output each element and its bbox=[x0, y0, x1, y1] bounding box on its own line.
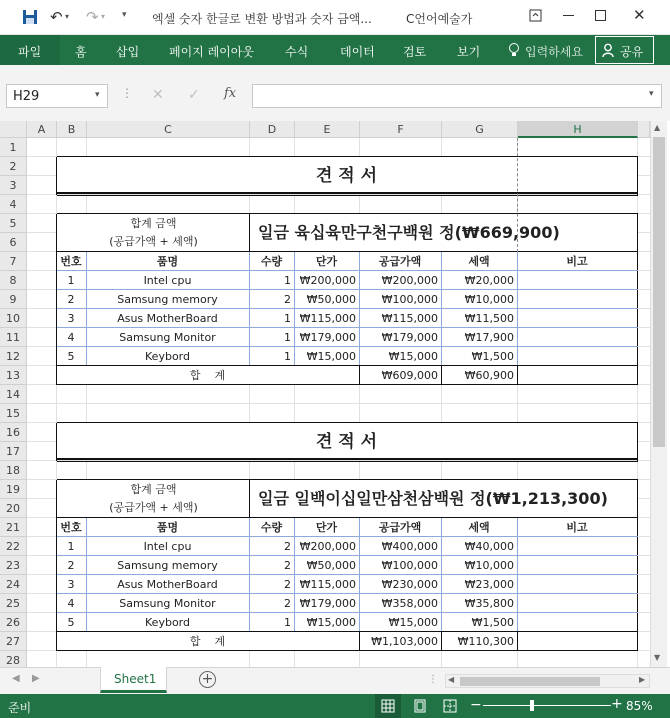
row-header[interactable]: 6 bbox=[0, 233, 27, 252]
item-qty: 1 bbox=[284, 616, 291, 629]
file-tab-label: 파일 bbox=[18, 45, 42, 59]
quote-title: 견 적 서 bbox=[315, 166, 378, 186]
expand-formula-icon[interactable]: ▾ bbox=[649, 89, 654, 99]
header-no: 번호 bbox=[60, 255, 82, 268]
header-supply: 공급가액 bbox=[378, 521, 422, 534]
column-header-g[interactable]: G bbox=[442, 121, 518, 138]
item-supply: ₩100,000 bbox=[381, 293, 438, 306]
cell-border bbox=[57, 308, 638, 309]
cell-border bbox=[57, 536, 638, 537]
cell-border bbox=[57, 479, 638, 480]
header-no: 번호 bbox=[60, 521, 82, 534]
more-options-icon: ⋮ bbox=[121, 86, 133, 100]
row-header[interactable]: 2 bbox=[0, 157, 27, 176]
scroll-down-icon[interactable]: ▼ bbox=[654, 653, 661, 662]
save-icon[interactable] bbox=[22, 9, 38, 25]
tell-me-input[interactable]: 입력하세요 bbox=[525, 45, 583, 59]
header-price: 단가 bbox=[315, 255, 338, 268]
account-name[interactable]: C언어예술가 bbox=[406, 12, 473, 26]
name-box[interactable] bbox=[6, 84, 108, 108]
item-supply: ₩179,000 bbox=[381, 331, 438, 344]
item-name: Keybord bbox=[145, 616, 190, 629]
item-tax: ₩1,500 bbox=[471, 350, 514, 363]
share-button[interactable] bbox=[595, 36, 654, 64]
cell-border bbox=[56, 423, 57, 461]
column-header-c[interactable]: C bbox=[87, 121, 250, 138]
cell-border bbox=[294, 252, 295, 366]
scroll-up-icon[interactable]: ▲ bbox=[654, 123, 661, 132]
sum-label-line2: (공급가액 + 세액) bbox=[109, 501, 198, 514]
header-price: 단가 bbox=[315, 521, 338, 534]
quote-title: 견 적 서 bbox=[315, 432, 378, 452]
cell-border bbox=[57, 612, 638, 613]
cell-border bbox=[249, 480, 250, 518]
header-qty: 수량 bbox=[260, 521, 283, 534]
cell-border bbox=[56, 214, 57, 385]
cell-border bbox=[359, 252, 360, 366]
vertical-scrollbar[interactable] bbox=[650, 121, 667, 667]
cell-border bbox=[57, 365, 638, 366]
ribbon-tabs bbox=[0, 35, 670, 65]
worksheet-grid[interactable] bbox=[0, 121, 670, 667]
header-tax: 세액 bbox=[468, 255, 490, 268]
cell-border bbox=[517, 252, 518, 366]
column-header-a[interactable]: A bbox=[27, 121, 57, 138]
item-no: 5 bbox=[67, 616, 75, 629]
total-supply: ₩609,000 bbox=[381, 369, 438, 382]
column-header-f[interactable]: F bbox=[360, 121, 442, 138]
lightbulb-icon[interactable] bbox=[508, 42, 520, 58]
cell-border bbox=[359, 632, 360, 651]
page-break-line bbox=[517, 138, 518, 252]
customize-icon[interactable]: ▾ bbox=[122, 10, 127, 20]
scroll-right-icon[interactable]: ▶ bbox=[639, 675, 646, 684]
item-no: 2 bbox=[67, 559, 75, 572]
document-title: 엑셀 숫자 한글로 변환 방법과 숫자 금액... bbox=[152, 12, 372, 26]
cell-border bbox=[249, 214, 250, 252]
page-layout-icon[interactable] bbox=[413, 699, 427, 713]
item-supply: ₩100,000 bbox=[381, 559, 438, 572]
item-supply: ₩15,000 bbox=[388, 616, 438, 629]
item-qty: 1 bbox=[284, 350, 291, 363]
cell-border bbox=[57, 593, 638, 594]
row-header[interactable]: 11 bbox=[0, 328, 27, 347]
column-header-overflow[interactable] bbox=[638, 121, 650, 138]
total-tax: ₩110,300 bbox=[457, 635, 514, 648]
status-ready: 준비 bbox=[8, 701, 32, 715]
cell-border bbox=[86, 518, 87, 632]
cell-border bbox=[86, 252, 87, 366]
total-supply: ₩1,103,000 bbox=[371, 635, 438, 648]
column-header-b[interactable]: B bbox=[57, 121, 87, 138]
amount-in-words: 일금 일백이십일만삼천삼백원 정(₩1,213,300) bbox=[258, 489, 608, 508]
item-qty: 2 bbox=[284, 559, 291, 572]
cell-border bbox=[517, 518, 518, 632]
row-header[interactable]: 13 bbox=[0, 366, 27, 385]
item-supply: ₩15,000 bbox=[388, 350, 438, 363]
cell-border bbox=[441, 252, 442, 366]
total-label: 합 계 bbox=[189, 369, 226, 382]
row-header[interactable]: 15 bbox=[0, 404, 27, 423]
cell-border bbox=[57, 631, 638, 632]
next-sheet-icon[interactable]: ▶ bbox=[32, 673, 40, 684]
item-qty: 2 bbox=[284, 578, 291, 591]
cell-border bbox=[441, 366, 442, 385]
add-sheet-icon[interactable]: + bbox=[199, 671, 216, 688]
gridline-h bbox=[27, 403, 650, 404]
header-item: 품명 bbox=[156, 521, 179, 534]
row-header[interactable]: 23 bbox=[0, 556, 27, 575]
zoom-slider-thumb[interactable] bbox=[530, 700, 534, 711]
cell-border bbox=[57, 156, 638, 157]
item-qty: 1 bbox=[284, 312, 291, 325]
total-label: 합 계 bbox=[189, 635, 226, 648]
cell-border bbox=[517, 632, 518, 651]
item-supply: ₩358,000 bbox=[381, 597, 438, 610]
row-header[interactable]: 5 bbox=[0, 214, 27, 233]
item-price: ₩179,000 bbox=[299, 331, 356, 344]
sum-label-line1: 합계 금액 bbox=[130, 217, 177, 230]
item-price: ₩200,000 bbox=[299, 274, 356, 287]
item-name: Asus MotherBoard bbox=[117, 578, 218, 591]
sum-label-line1: 합계 금액 bbox=[130, 483, 177, 496]
zoom-level[interactable]: 85% bbox=[626, 699, 653, 713]
cell-border bbox=[57, 289, 638, 290]
cell-border bbox=[441, 518, 442, 632]
cell-border bbox=[359, 518, 360, 632]
enter-icon[interactable]: ✓ bbox=[188, 87, 200, 103]
row-header[interactable]: 9 bbox=[0, 290, 27, 309]
item-price: ₩50,000 bbox=[306, 293, 356, 306]
file-tab[interactable] bbox=[0, 35, 60, 65]
row-header[interactable]: 21 bbox=[0, 518, 27, 537]
item-price: ₩115,000 bbox=[299, 312, 356, 325]
h-scrollbar-thumb[interactable] bbox=[460, 677, 600, 686]
status-bar bbox=[0, 694, 670, 718]
item-tax: ₩10,000 bbox=[464, 293, 514, 306]
sheet-tab-sheet1[interactable] bbox=[100, 667, 167, 693]
item-no: 3 bbox=[67, 312, 75, 325]
horizontal-scroll-split-icon[interactable]: ⋮ bbox=[428, 674, 438, 685]
tab-review[interactable]: 검토 bbox=[403, 45, 427, 59]
total-tax: ₩60,900 bbox=[464, 369, 514, 382]
row-header[interactable]: 4 bbox=[0, 195, 27, 214]
item-qty: 1 bbox=[284, 331, 291, 344]
row-header[interactable]: 8 bbox=[0, 271, 27, 290]
scrollbar-thumb[interactable] bbox=[653, 137, 665, 447]
item-no: 4 bbox=[67, 597, 75, 610]
cell-border bbox=[57, 327, 638, 328]
item-supply: ₩400,000 bbox=[381, 540, 438, 553]
item-qty: 2 bbox=[284, 293, 291, 306]
sum-label-line2: (공급가액 + 세액) bbox=[109, 235, 198, 248]
row-header[interactable]: 26 bbox=[0, 613, 27, 632]
tab-page-layout[interactable]: 페이지 레이아웃 bbox=[169, 45, 254, 59]
scroll-left-icon[interactable]: ◀ bbox=[448, 675, 455, 684]
select-all-corner[interactable] bbox=[0, 121, 27, 138]
row-header[interactable]: 3 bbox=[0, 176, 27, 195]
cell-border bbox=[57, 574, 638, 575]
item-no: 4 bbox=[67, 331, 75, 344]
item-name: Samsung memory bbox=[117, 293, 218, 306]
sheet-tab-label: Sheet1 bbox=[114, 672, 157, 686]
cell-border bbox=[57, 213, 638, 214]
chevron-down-icon[interactable]: ▾ bbox=[95, 90, 100, 100]
item-no: 1 bbox=[67, 274, 75, 287]
row-header[interactable]: 20 bbox=[0, 499, 27, 518]
column-header-d[interactable]: D bbox=[250, 121, 295, 138]
sheet-tab-bar bbox=[0, 667, 670, 694]
header-item: 품명 bbox=[156, 255, 179, 268]
zoom-in-icon[interactable]: + bbox=[611, 696, 623, 712]
column-header-h[interactable]: H bbox=[518, 121, 638, 138]
item-name: Keybord bbox=[145, 350, 190, 363]
close-icon[interactable]: ✕ bbox=[633, 6, 646, 24]
cell-border bbox=[57, 422, 638, 423]
normal-view-icon[interactable] bbox=[375, 694, 401, 718]
tab-view[interactable]: 보기 bbox=[457, 45, 481, 59]
item-name: Asus MotherBoard bbox=[117, 312, 218, 325]
formula-input[interactable] bbox=[252, 84, 662, 108]
tab-data[interactable]: 데이터 bbox=[340, 45, 375, 59]
row-header[interactable]: 10 bbox=[0, 309, 27, 328]
cell-border bbox=[57, 270, 638, 271]
row-header[interactable]: 25 bbox=[0, 594, 27, 613]
item-name: Samsung Monitor bbox=[119, 597, 216, 610]
row-header[interactable]: 24 bbox=[0, 575, 27, 594]
row-header[interactable]: 18 bbox=[0, 461, 27, 480]
cell-border bbox=[637, 480, 638, 651]
item-supply: ₩115,000 bbox=[381, 312, 438, 325]
tab-insert[interactable]: 삽입 bbox=[116, 45, 140, 59]
item-supply: ₩230,000 bbox=[381, 578, 438, 591]
share-person-icon bbox=[602, 43, 615, 58]
item-price: ₩15,000 bbox=[306, 616, 356, 629]
title-double-underline bbox=[57, 461, 638, 462]
header-tax: 세액 bbox=[468, 521, 490, 534]
cell-border bbox=[57, 650, 638, 651]
title-double-underline bbox=[57, 458, 638, 460]
cell-border bbox=[249, 252, 250, 366]
row-header[interactable]: 7 bbox=[0, 252, 27, 271]
item-no: 1 bbox=[67, 540, 75, 553]
cell-border bbox=[57, 555, 638, 556]
row-header[interactable]: 22 bbox=[0, 537, 27, 556]
cell-border bbox=[57, 384, 638, 385]
cell-border bbox=[56, 157, 57, 195]
item-qty: 2 bbox=[284, 540, 291, 553]
row-header[interactable]: 12 bbox=[0, 347, 27, 366]
ribbon-display-icon[interactable] bbox=[529, 9, 542, 22]
item-price: ₩50,000 bbox=[306, 559, 356, 572]
maximize-icon[interactable] bbox=[595, 10, 606, 21]
item-qty: 2 bbox=[284, 597, 291, 610]
item-tax: ₩1,500 bbox=[471, 616, 514, 629]
item-name: Samsung Monitor bbox=[119, 331, 216, 344]
cell-border bbox=[359, 366, 360, 385]
insert-function-icon[interactable]: fx bbox=[224, 86, 237, 101]
title-double-underline bbox=[57, 195, 638, 196]
tab-formulas[interactable]: 수식 bbox=[285, 45, 309, 59]
zoom-slider[interactable] bbox=[483, 705, 611, 706]
share-label: 공유 bbox=[620, 45, 644, 59]
cell-border bbox=[294, 518, 295, 632]
row-header[interactable]: 16 bbox=[0, 423, 27, 442]
item-tax: ₩11,500 bbox=[464, 312, 514, 325]
item-no: 3 bbox=[67, 578, 75, 591]
item-no: 5 bbox=[67, 350, 75, 363]
item-tax: ₩23,000 bbox=[464, 578, 514, 591]
cell-border bbox=[441, 632, 442, 651]
item-supply: ₩200,000 bbox=[381, 274, 438, 287]
item-price: ₩15,000 bbox=[306, 350, 356, 363]
header-note: 비고 bbox=[566, 521, 588, 534]
horizontal-scrollbar[interactable] bbox=[445, 674, 650, 688]
cell-border bbox=[637, 423, 638, 461]
item-name: Intel cpu bbox=[143, 540, 192, 553]
formula-bar-area bbox=[0, 65, 670, 121]
cell-border bbox=[57, 346, 638, 347]
item-tax: ₩35,800 bbox=[464, 597, 514, 610]
title-bar bbox=[0, 0, 670, 35]
row-header[interactable]: 27 bbox=[0, 632, 27, 651]
item-price: ₩115,000 bbox=[299, 578, 356, 591]
item-tax: ₩40,000 bbox=[464, 540, 514, 553]
item-name: Samsung memory bbox=[117, 559, 218, 572]
header-supply: 공급가액 bbox=[378, 255, 422, 268]
row-header[interactable]: 14 bbox=[0, 385, 27, 404]
title-double-underline bbox=[57, 192, 638, 194]
redo-icon[interactable]: ↷ bbox=[86, 8, 99, 26]
cell-border bbox=[249, 518, 250, 632]
cell-border bbox=[517, 366, 518, 385]
row-header[interactable]: 17 bbox=[0, 442, 27, 461]
redo-dropdown-icon[interactable]: ▾ bbox=[101, 12, 106, 21]
item-tax: ₩20,000 bbox=[464, 274, 514, 287]
row-header[interactable]: 28 bbox=[0, 651, 27, 667]
cell-border bbox=[56, 480, 57, 651]
item-no: 2 bbox=[67, 293, 75, 306]
name-box-value: H29 bbox=[13, 89, 40, 104]
item-price: ₩200,000 bbox=[299, 540, 356, 553]
item-qty: 1 bbox=[284, 274, 291, 287]
cancel-icon[interactable]: ✕ bbox=[152, 87, 164, 103]
header-note: 비고 bbox=[566, 255, 588, 268]
cell-border bbox=[637, 214, 638, 385]
item-name: Intel cpu bbox=[143, 274, 192, 287]
zoom-out-icon[interactable]: − bbox=[470, 697, 482, 713]
header-qty: 수량 bbox=[260, 255, 283, 268]
tab-home[interactable]: 홈 bbox=[75, 45, 87, 59]
prev-sheet-icon[interactable]: ◀ bbox=[12, 673, 20, 684]
row-header[interactable]: 1 bbox=[0, 138, 27, 157]
undo-dropdown-icon[interactable]: ▾ bbox=[65, 12, 70, 21]
column-header-e[interactable]: E bbox=[295, 121, 360, 138]
row-header[interactable]: 19 bbox=[0, 480, 27, 499]
cell-border bbox=[637, 157, 638, 195]
page-break-icon[interactable] bbox=[443, 699, 457, 713]
minimize-icon[interactable] bbox=[563, 15, 574, 16]
undo-icon[interactable]: ↶ bbox=[50, 8, 63, 26]
item-price: ₩179,000 bbox=[299, 597, 356, 610]
amount-in-words: 일금 육십육만구천구백원 정(₩669,900) bbox=[258, 223, 560, 242]
item-tax: ₩10,000 bbox=[464, 559, 514, 572]
item-tax: ₩17,900 bbox=[464, 331, 514, 344]
